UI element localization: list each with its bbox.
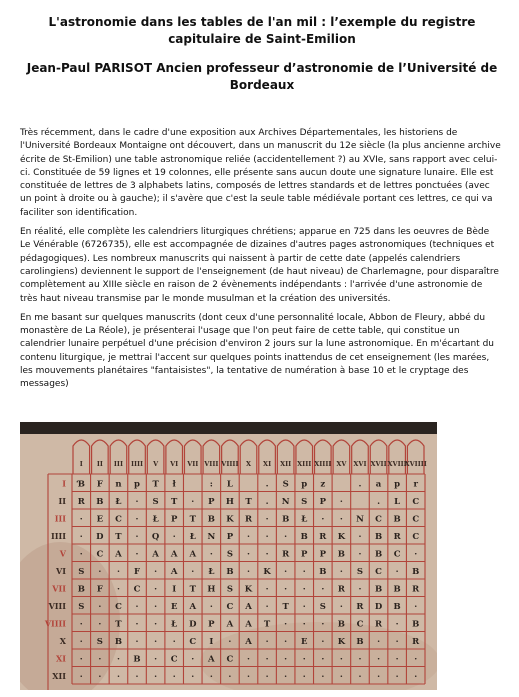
table-letter: · <box>284 672 288 683</box>
table-letter: C <box>375 514 382 525</box>
table-letter: T <box>189 514 196 525</box>
header-numeral: IIII <box>130 460 144 468</box>
table-letter: · <box>209 602 213 613</box>
table-letter: · <box>395 672 399 683</box>
table-letter: B <box>374 584 383 595</box>
table-letter: B <box>207 514 215 525</box>
table-letter: N <box>356 514 364 525</box>
table-letter: A <box>226 619 234 630</box>
table-letter: · <box>395 619 399 630</box>
table-letter: B <box>412 619 420 630</box>
table-letter: R <box>393 532 401 543</box>
table-letter: · <box>247 654 250 665</box>
table-letter: N <box>281 497 290 508</box>
table-letter: Q <box>151 532 160 543</box>
table-letter: C <box>356 619 364 630</box>
table-letter: · <box>172 532 176 543</box>
table-letter: B <box>356 637 364 648</box>
table-letter: B <box>319 567 327 578</box>
table-letter: K <box>244 584 253 595</box>
row-numeral: IIII <box>51 531 66 542</box>
header-numeral: XV <box>336 460 347 468</box>
table-letter: B <box>226 567 234 578</box>
table-letter: · <box>358 584 362 595</box>
table-letter: · <box>228 637 232 648</box>
row-numeral: X <box>59 636 66 647</box>
table-letter: · <box>321 619 325 630</box>
header-numeral: I <box>79 460 83 468</box>
header-numeral: III <box>113 460 124 468</box>
row-numeral: II <box>58 496 66 507</box>
table-letter: · <box>302 584 306 595</box>
table-letter: S <box>96 637 103 648</box>
table-letter: Ɓ <box>77 479 85 490</box>
table-letter: · <box>79 654 83 665</box>
header-numeral: XVIIII <box>404 460 427 468</box>
table-letter: · <box>377 637 381 648</box>
table-letter: · <box>135 602 139 613</box>
table-letter: C <box>115 514 122 525</box>
table-letter: · <box>79 637 83 648</box>
table-letter: · <box>358 532 362 543</box>
table-letter: z <box>320 479 326 490</box>
table-letter: · <box>321 514 325 525</box>
table-letter: · <box>154 567 158 578</box>
table-letter: : <box>209 479 213 490</box>
table-letter: A <box>170 549 178 560</box>
table-letter: N <box>207 532 216 543</box>
table-letter: · <box>154 602 158 613</box>
table-letter: A <box>189 602 197 613</box>
table-letter: A <box>170 567 178 578</box>
table-letter: · <box>358 549 362 560</box>
table-letter: · <box>284 532 288 543</box>
table-letter: · <box>377 672 381 683</box>
table-letter: K <box>226 514 234 525</box>
table-letter: · <box>209 672 213 683</box>
row-numeral: VI <box>56 566 66 577</box>
table-letter: B <box>114 637 123 648</box>
author-line: Jean-Paul PARISOT Ancien professeur d’astronomie de l’Université de Bordeaux <box>26 61 498 92</box>
table-letter: P <box>170 514 178 525</box>
table-letter: P <box>208 497 215 508</box>
table-letter: K <box>263 567 271 578</box>
table-letter: S <box>319 602 326 613</box>
table-letter: T <box>115 619 122 630</box>
table-letter: T <box>245 497 252 508</box>
table-letter: · <box>172 672 176 683</box>
table-letter: F <box>96 479 103 490</box>
table-letter: B <box>133 654 141 665</box>
header-numeral: XVI <box>353 460 367 468</box>
table-letter: B <box>393 602 401 613</box>
table-letter: · <box>284 637 288 648</box>
table-letter: · <box>358 672 362 683</box>
table-letter: R <box>77 497 85 508</box>
table-letter: · <box>79 549 83 560</box>
table-letter: R <box>337 584 345 595</box>
table-letter: S <box>226 549 233 560</box>
table-letter: · <box>339 497 343 508</box>
table-letter: T <box>152 479 159 490</box>
table-letter: · <box>302 567 306 578</box>
table-letter: · <box>265 672 269 683</box>
article-body <box>20 127 502 398</box>
table-letter: · <box>191 654 195 665</box>
table-letter: K <box>337 637 346 648</box>
table-letter: n <box>115 479 122 490</box>
table-letter: · <box>284 567 288 578</box>
row-numeral: III <box>54 513 66 524</box>
header-numeral: II <box>96 460 103 468</box>
table-letter: · <box>302 654 306 665</box>
table-letter: · <box>321 654 325 665</box>
table-letter: A <box>245 602 252 613</box>
table-letter: F <box>134 567 141 578</box>
row-numeral: V <box>59 548 66 559</box>
row-numeral: VIIII <box>44 618 66 629</box>
paragraph-1: Très récemment, dans le cadre d'une exposition aux Archives Départementales, les historiens de l'Université Bordeaux Montaigne ont découvert, dans un manuscrit du 12e siècle (la plus ancienne archive écrite de St-Emilion) une table astronomique reliée (accidentellement ?) au XVIe, sans rapport avec celui-ci. Constituée de 59 lignes et 19 colonnes, elle présente sans aucun doute une signature lunaire. Elle est constituée de lettres de 3 alphabets latins, composés de lettres standards et de lettres ponctuées (avec un point à droite ou à gauche); il s'avère que c'est la seule table médiévale portant ces lettres, ce qui va faciliter son identification. <box>20 128 501 218</box>
table-letter: · <box>395 654 399 665</box>
table-letter: · <box>209 549 213 560</box>
table-letter: R <box>412 637 420 648</box>
header-numeral: XVIII <box>387 460 407 468</box>
table-letter: · <box>135 672 139 683</box>
table-letter: C <box>96 549 104 560</box>
table-letter: · <box>247 549 250 560</box>
table-letter: D <box>96 532 104 543</box>
header-numeral: XIII <box>297 460 312 468</box>
table-letter: · <box>191 672 195 683</box>
table-letter: T <box>115 532 122 543</box>
table-letter: H <box>207 584 216 595</box>
table-letter: · <box>321 672 325 683</box>
table-letter: P <box>319 549 327 560</box>
table-letter: B <box>96 497 104 508</box>
table-letter: · <box>414 602 418 613</box>
table-letter: D <box>189 619 197 630</box>
table-letter: E <box>300 637 308 648</box>
table-letter: · <box>98 672 102 683</box>
table-letter: S <box>78 567 85 578</box>
table-letter: Ł <box>115 497 122 508</box>
table-letter: C <box>115 602 122 613</box>
table-letter: · <box>228 672 232 683</box>
table-letter: P <box>319 497 327 508</box>
table-letter: P <box>226 532 234 543</box>
header-numeral: XI <box>263 460 272 468</box>
table-letter: · <box>339 602 343 613</box>
table-letter: · <box>116 672 120 683</box>
table-letter: · <box>247 532 250 543</box>
table-letter: A <box>189 549 197 560</box>
table-letter: · <box>284 619 288 630</box>
table-letter: . <box>358 479 362 490</box>
table-letter: I <box>172 584 177 595</box>
table-letter: p <box>301 479 308 490</box>
manuscript-table-image <box>20 422 437 690</box>
table-letter: · <box>135 619 139 630</box>
table-letter: · <box>395 567 399 578</box>
binding-edge <box>20 422 437 434</box>
table-letter: K <box>337 532 346 543</box>
table-letter: C <box>412 497 420 508</box>
table-letter: H <box>225 497 234 508</box>
table-letter: S <box>282 479 289 490</box>
header-numeral: XIIII <box>314 460 332 468</box>
table-letter: Ł <box>171 619 178 630</box>
table-letter: T <box>171 497 178 508</box>
table-letter: · <box>265 584 269 595</box>
row-numeral: XII <box>52 671 66 682</box>
table-letter: p <box>394 479 401 490</box>
table-letter: · <box>79 532 83 543</box>
table-letter: · <box>247 672 250 683</box>
table-letter: E <box>96 514 104 525</box>
table-letter: R <box>319 532 327 543</box>
table-letter: I <box>209 637 214 648</box>
table-letter: · <box>339 654 343 665</box>
header-numeral: VIII <box>204 460 219 468</box>
header-numeral: VII <box>187 460 199 468</box>
table-letter: ł <box>172 479 176 490</box>
row-numeral: VII <box>52 583 66 594</box>
table-letter: · <box>321 584 325 595</box>
table-letter: Ł <box>152 514 159 525</box>
table-letter: · <box>339 514 343 525</box>
table-letter: · <box>321 637 325 648</box>
table-letter: C <box>170 654 178 665</box>
table-letter: B <box>337 619 345 630</box>
table-letter: . <box>265 497 269 508</box>
row-numeral: XI <box>56 653 66 664</box>
table-letter: · <box>247 567 250 578</box>
table-letter: Ł <box>301 514 308 525</box>
table-letter: R <box>244 514 253 525</box>
table-letter: · <box>358 654 362 665</box>
table-letter: Ł <box>189 532 196 543</box>
table-letter: · <box>265 654 269 665</box>
manuscript-photo <box>20 422 437 690</box>
table-letter: C <box>393 549 401 560</box>
table-letter: . <box>377 497 381 508</box>
table-letter: · <box>135 532 139 543</box>
table-letter: · <box>265 532 269 543</box>
table-letter: S <box>356 567 364 578</box>
table-letter: B <box>282 514 290 525</box>
table-letter: B <box>393 514 401 525</box>
table-letter: R <box>282 549 290 560</box>
table-letter: · <box>79 514 83 525</box>
table-letter: B <box>374 532 383 543</box>
table-letter: F <box>96 584 103 595</box>
table-letter: A <box>115 549 122 560</box>
header-numeral: VI <box>170 460 179 468</box>
table-letter: C <box>412 514 420 525</box>
table-letter: · <box>302 602 306 613</box>
table-letter: · <box>154 619 158 630</box>
table-letter: · <box>98 619 102 630</box>
table-letter: · <box>79 619 83 630</box>
table-letter: · <box>154 672 158 683</box>
table-letter: · <box>135 637 139 648</box>
table-letter: · <box>98 654 102 665</box>
table-letter: · <box>265 514 269 525</box>
table-letter: · <box>116 654 120 665</box>
table-letter: · <box>284 654 288 665</box>
table-letter: · <box>116 584 120 595</box>
table-letter: R <box>356 602 364 613</box>
table-letter: B <box>374 549 383 560</box>
table-letter: · <box>265 602 269 613</box>
row-numeral: VIII <box>48 601 66 612</box>
table-letter: · <box>414 654 418 665</box>
table-letter: · <box>135 514 139 525</box>
table-letter: · <box>154 584 158 595</box>
paragraph-2: En réalité, elle complète les calendriers liturgiques chrétiens; apparue en 725 dans les oeuvres de Bède Le Vénérable (6726735), elle est accompagnée de dizaines d'autres pages astronomiques (techniques et pédagogiques). Les nombreux manuscrits qui naissent à partir de cette date (appelés calendriers carolingiens) deviennent le support de l'enseignement (de haut niveau) de Charlemagne, pour disparaître complètement au XIIIe siècle en raison de 2 évènements indépendants : l'arrivée d'une astronomie de très haut niveau transmise par le monde musulman et la création des universités. <box>20 227 499 304</box>
header-numeral: VIIII <box>221 460 239 468</box>
table-letter: · <box>339 672 343 683</box>
table-letter: C <box>133 584 141 595</box>
table-letter: · <box>135 497 139 508</box>
table-letter: · <box>154 654 158 665</box>
row-numeral: I <box>62 478 66 489</box>
table-letter: · <box>154 637 158 648</box>
table-letter: A <box>152 549 159 560</box>
table-letter: T <box>263 619 271 630</box>
table-letter: S <box>226 584 233 595</box>
table-letter: A <box>245 619 252 630</box>
table-letter: S <box>301 497 308 508</box>
header-numeral: V <box>153 460 159 468</box>
table-letter: · <box>265 637 269 648</box>
table-letter: · <box>191 497 195 508</box>
table-letter: · <box>98 602 102 613</box>
table-letter: · <box>414 672 418 683</box>
header-numeral: XII <box>280 460 292 468</box>
paragraph-3: En me basant sur quelques manuscrits (dont ceux d'une personnalité locale, Abbon de Fleury, abbé du monastère de La Réole), je présenterai l'usage que l'on peut faire de cette table, qui constitue un calendrier lunaire perpétuel d'une précision d'environ 2 jours sur la lune astronomique. En m'écartant du contenu liturgique, je mettrai l'accent sur quelques points inattendus de cet enseignement (les marées, les mouvements planétaires "fantaisistes", la tentative de numération à base 10 et le cryptage des messages) <box>20 312 494 390</box>
table-letter: T <box>189 584 196 595</box>
table-letter: . <box>265 479 269 490</box>
table-letter: · <box>135 549 139 560</box>
table-letter: · <box>302 619 306 630</box>
table-letter: P <box>208 619 215 630</box>
table-letter: · <box>302 672 306 683</box>
header-numeral: X <box>245 460 252 468</box>
table-letter: p <box>134 479 141 490</box>
table-letter: · <box>172 637 176 648</box>
table-letter: E <box>170 602 178 613</box>
table-letter: R <box>412 584 420 595</box>
table-letter: · <box>191 567 195 578</box>
table-letter: · <box>265 549 269 560</box>
table-letter: L <box>394 497 401 508</box>
table-letter: R <box>375 619 383 630</box>
table-letter: B <box>393 584 401 595</box>
article-title: L'astronomie dans les tables de l'an mil : l’exemple du registre capitulaire de Saint-Emilion <box>48 15 476 46</box>
table-letter: C <box>412 532 420 543</box>
table-letter: B <box>77 584 85 595</box>
table-letter: A <box>208 654 215 665</box>
table-letter: · <box>395 637 399 648</box>
table-letter: Ł <box>208 567 215 578</box>
table-letter: D <box>374 602 383 613</box>
table-letter: C <box>375 567 382 578</box>
table-letter: L <box>226 479 233 490</box>
table-letter: · <box>414 549 418 560</box>
table-letter: P <box>301 549 308 560</box>
table-letter: C <box>189 637 197 648</box>
table-letter: S <box>152 497 159 508</box>
table-letter: A <box>245 637 252 648</box>
table-letter: r <box>413 479 418 490</box>
table-letter: · <box>79 672 83 683</box>
table-letter: a <box>375 479 382 490</box>
table-letter: B <box>337 549 345 560</box>
table-letter: B <box>300 532 308 543</box>
table-letter: C <box>226 654 234 665</box>
table-letter: · <box>116 567 120 578</box>
table-letter: C <box>226 602 234 613</box>
table-letter: · <box>98 567 102 578</box>
header-numeral: XVII <box>370 460 387 468</box>
table-letter: · <box>377 654 381 665</box>
table-letter: · <box>339 567 343 578</box>
table-letter: · <box>284 584 288 595</box>
table-letter: B <box>412 567 420 578</box>
table-letter: S <box>78 602 85 613</box>
table-letter: T <box>282 602 289 613</box>
